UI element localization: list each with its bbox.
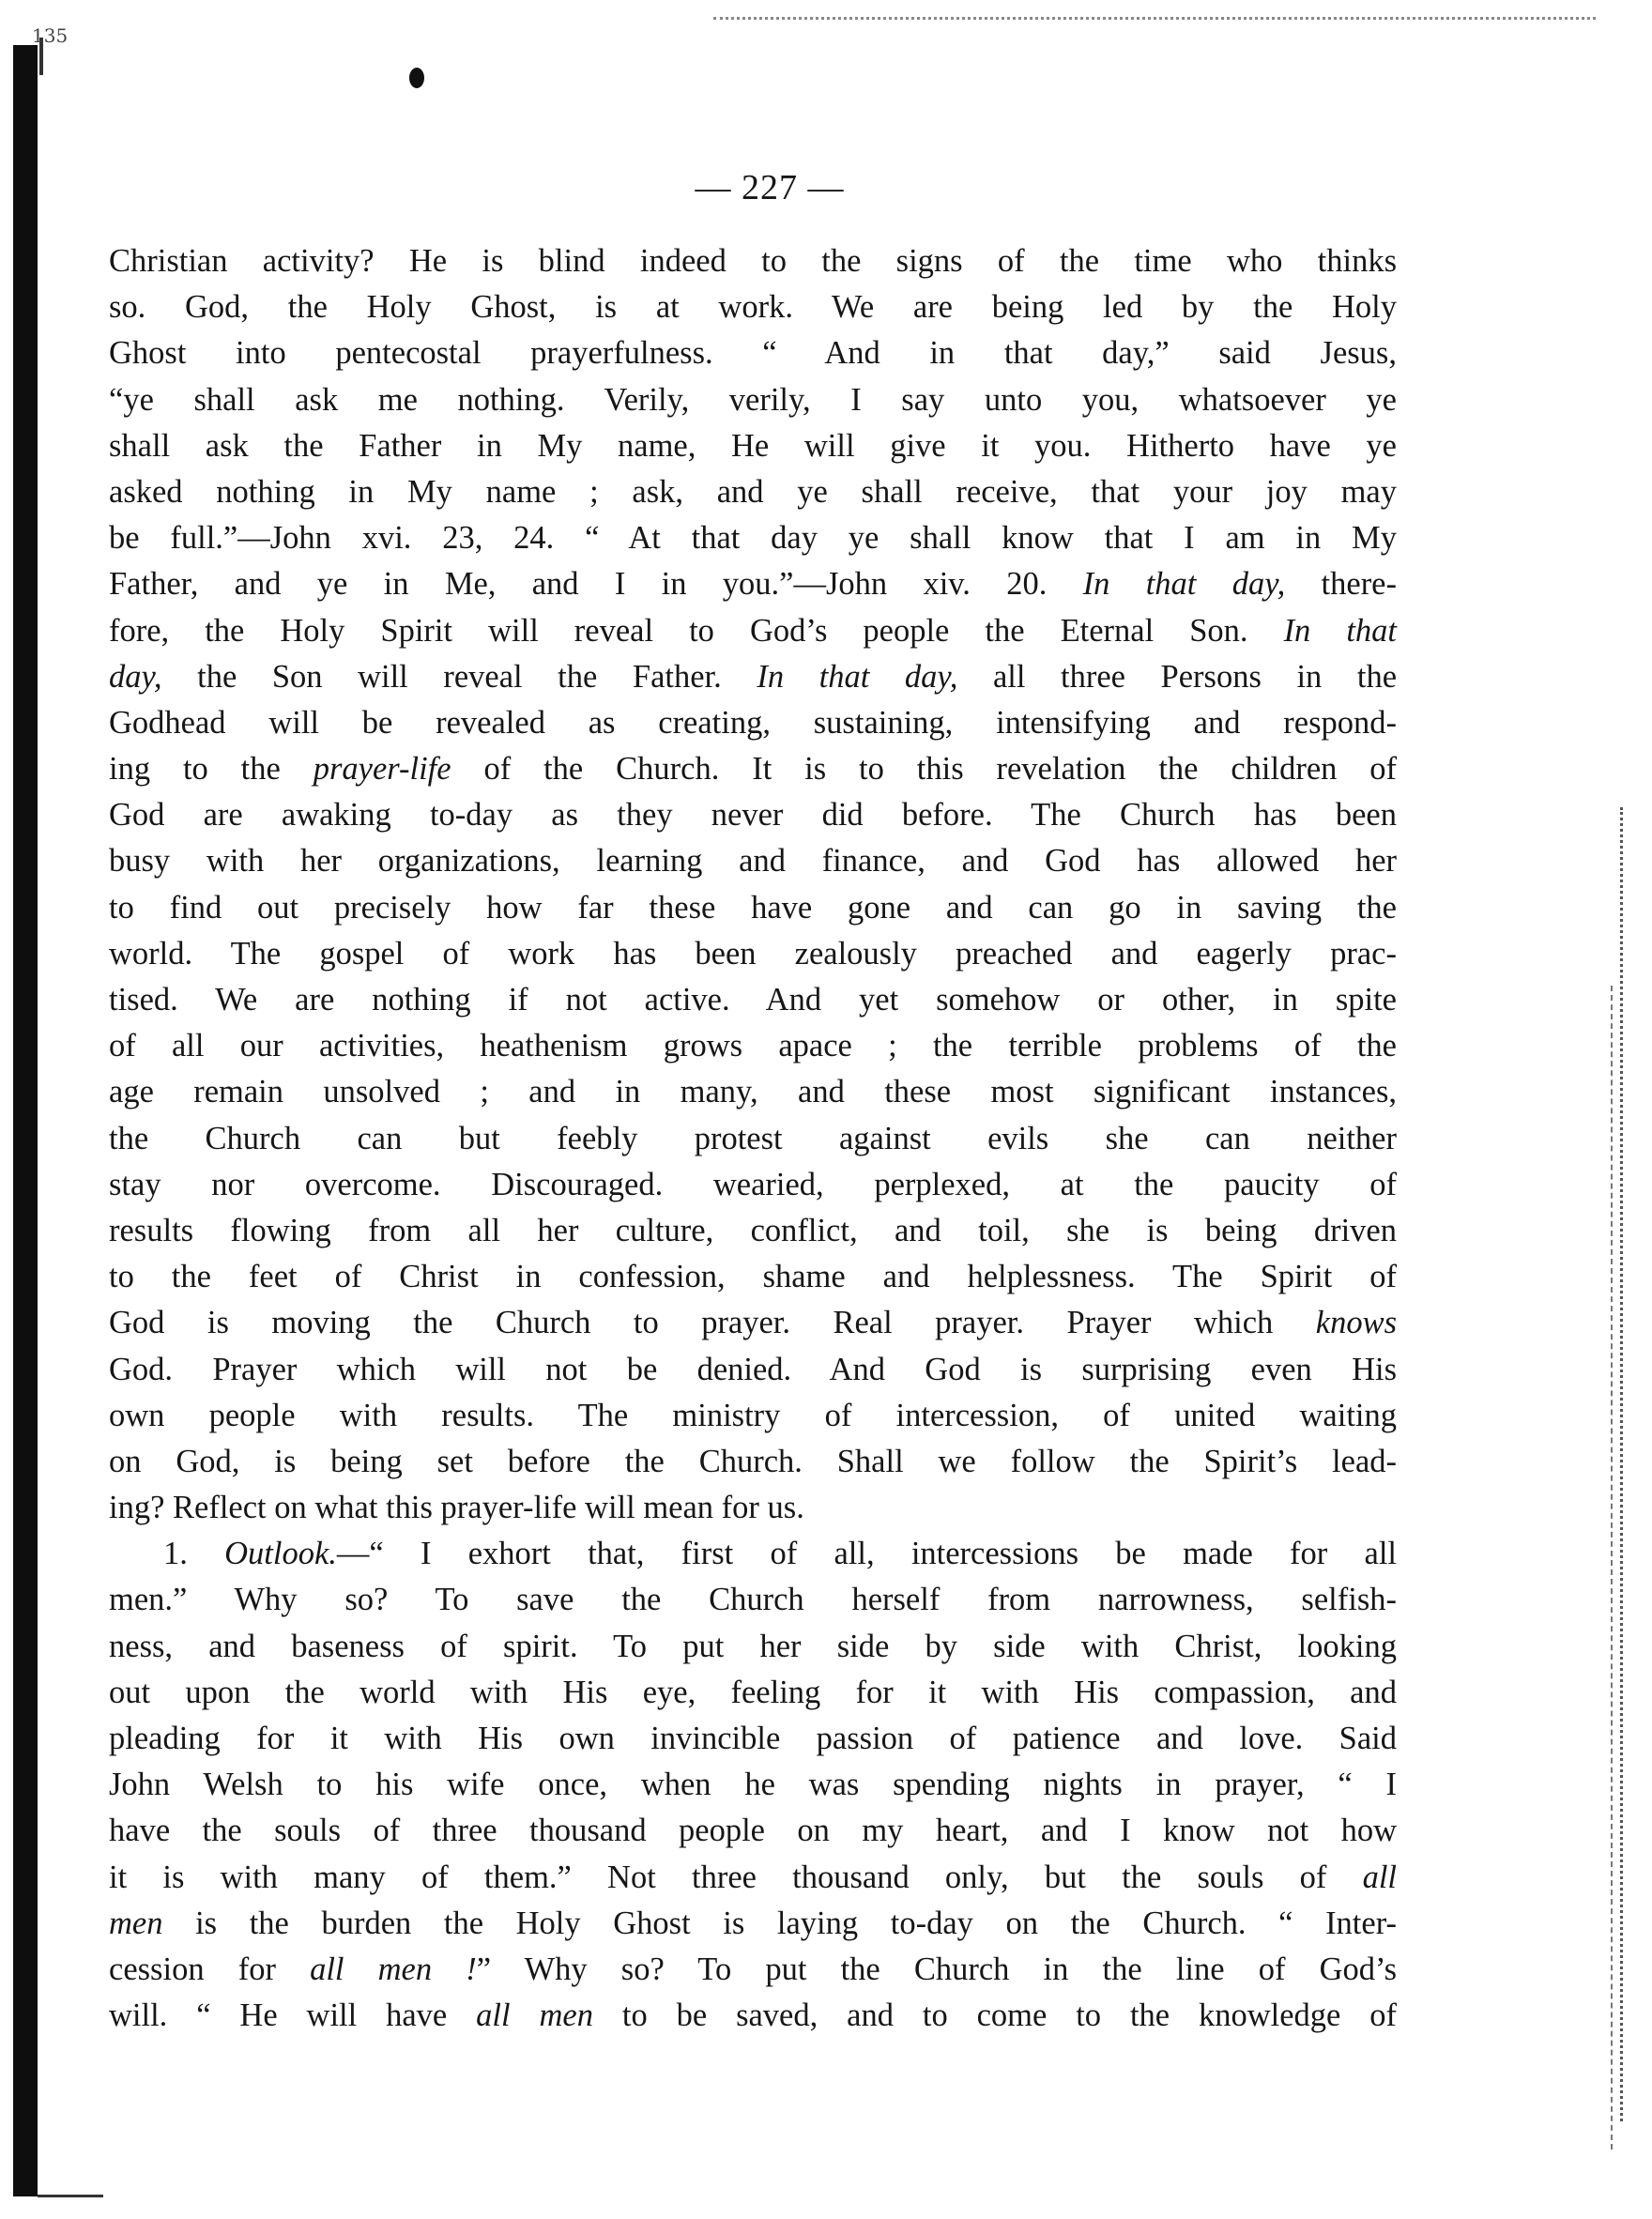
italic-phrase: In that day, [757,658,958,695]
text-line: out upon the world with His eye, feeling for it with His compassion, and [109,1674,1397,1710]
text-line [109,1901,1397,1947]
scan-right-edge-noise [1620,807,1630,2121]
text-line: own people with results. The ministry of intercession, of united waiting [109,1397,1397,1433]
text-segment: to be saved, and to come to the knowledge of [592,1997,1398,2034]
italic-phrase: In that [1283,612,1397,649]
text-line: be full.”—John xvi. 23, 24. “ At that day ye shall know that I am in My [109,520,1397,557]
text-line: Ghost into pentecostal prayerfulness. “ And in that day,” said Jesus, [109,335,1397,372]
text-line: asked nothing in My name ; ask, and ye shall receive, that your joy may [109,473,1397,510]
text-segment: God is moving the Church to prayer. Real prayer. Prayer which [109,1305,1274,1341]
text-segment: cession for [109,1951,276,1987]
text-segment: it is with many of them.” Not three thousand only, but the souls of [109,1859,1327,1895]
text-line: God are awaking to-day as they never did before. The Church has been [109,797,1397,834]
text-line: tised. We are nothing if not active. And yet somehow or other, in spite [109,982,1397,1018]
corner-mark: 135 [32,24,69,47]
italic-phrase: prayer-life [313,751,451,788]
text-segment: the Son will reveal the Father. [197,658,722,695]
text-line: shall ask the Father in My name, He will give it you. Hitherto have ye [109,427,1397,464]
text-line [109,1993,1397,2039]
text-line: world. The gospel of work has been zealously preached and eagerly prac- [109,935,1397,972]
text-line: pleading for it with His own invincible passion of patience and love. Said [109,1721,1397,1756]
italic-phrase: all men ! [310,1951,477,1987]
text-line: so. God, the Holy Ghost, is at work. We are being led by the Holy [109,289,1397,326]
italic-phrase: day, [109,658,162,695]
text-line: to find out precisely how far these have gone and can go in saving the [109,889,1397,926]
text-segment: ing to the [109,751,281,788]
text-line: of all our activities, heathenism grows apace ; the terrible problems of the [109,1028,1397,1064]
text-line: on God, is being set before the Church. Shall we follow the Spirit’s lead- [109,1443,1397,1479]
text-segment: fore, the Holy Spirit will reveal to God’s people the Eternal Son. [109,612,1248,649]
italic-phrase: all men [476,1997,593,2034]
text-segment: 1. [163,1536,188,1572]
text-line: Godhead will be revealed as creating, sustaining, intensifying and respond- [109,704,1397,741]
italic-phrase: all [1362,1859,1397,1895]
text-segment: of the Church. It is to this revelation the children of [451,751,1397,788]
text-line: John Welsh to his wife once, when he was spending nights in prayer, “ I [109,1767,1397,1803]
text-segment: —“ I exhort that, first of all, intercessions be made for all [336,1536,1397,1572]
text-line: Christian activity? He is blind indeed to the signs of the time who thinks [109,243,1397,279]
text-segment: all three Persons in the [957,658,1398,695]
text-line [109,1300,1397,1346]
italic-phrase: men [109,1905,163,1941]
scan-binding-edge [13,45,38,2196]
scan-top-edge-noise [713,17,1596,33]
italic-phrase: In that day, [1082,566,1286,603]
text-line: “ye shall ask me nothing. Verily, verily, I say unto you, whatsoever ye [109,381,1397,418]
text-segment: will. “ He will have [109,1997,448,2034]
italic-phrase: knows [1315,1305,1397,1341]
text-segment: Father, and ye in Me, and I in you.”—John xiv. 20. [109,566,1048,603]
text-line: results flowing from all her culture, conflict, and toil, she is being driven [109,1212,1397,1248]
text-line: the Church can but feebly protest against evils she can neither [109,1120,1397,1156]
text-line [109,1855,1397,1901]
text-line: God. Prayer which will not be denied. And God is surprising even His [109,1351,1397,1387]
body-text [109,238,1397,2039]
text-line: ness, and baseness of spirit. To put her side by side with Christ, looking [109,1628,1397,1664]
text-line [109,654,1397,700]
italic-phrase: Outlook. [224,1536,337,1572]
text-segment: there- [1285,566,1397,603]
text-line: busy with her organizations, learning and finance, and God has allowed her [109,843,1397,880]
text-line: men.” Why so? To save the Church herself from narrowness, selfish- [109,1582,1397,1618]
text-line [109,608,1397,654]
scan-right-edge-noise-2 [1611,986,1616,2150]
text-line: stay nor overcome. Discouraged. wearied, perplexed, at the paucity of [109,1166,1397,1202]
text-line [109,1531,1397,1577]
text-segment: ” Why so? To put the Church in the line of God’s [476,1951,1397,1987]
text-line: age remain unsolved ; and in many, and these most significant instances, [109,1074,1397,1110]
page-number: — 227 — [695,168,845,207]
text-line [109,1947,1397,1993]
text-line [109,746,1397,792]
text-line: ing? Reflect on what this prayer-life will mean for us. [109,1490,804,1526]
text-line [109,561,1397,607]
text-line: have the souls of three thousand people on my heart, and I know not how [109,1813,1397,1849]
punch-hole-dot [409,68,424,88]
text-line: to the feet of Christ in confession, shame and helplessness. The Spirit of [109,1259,1397,1295]
text-segment: is the burden the Holy Ghost is laying to-day on the Church. “ Inter- [195,1905,1397,1941]
scan-bottom-mark [38,2195,103,2197]
